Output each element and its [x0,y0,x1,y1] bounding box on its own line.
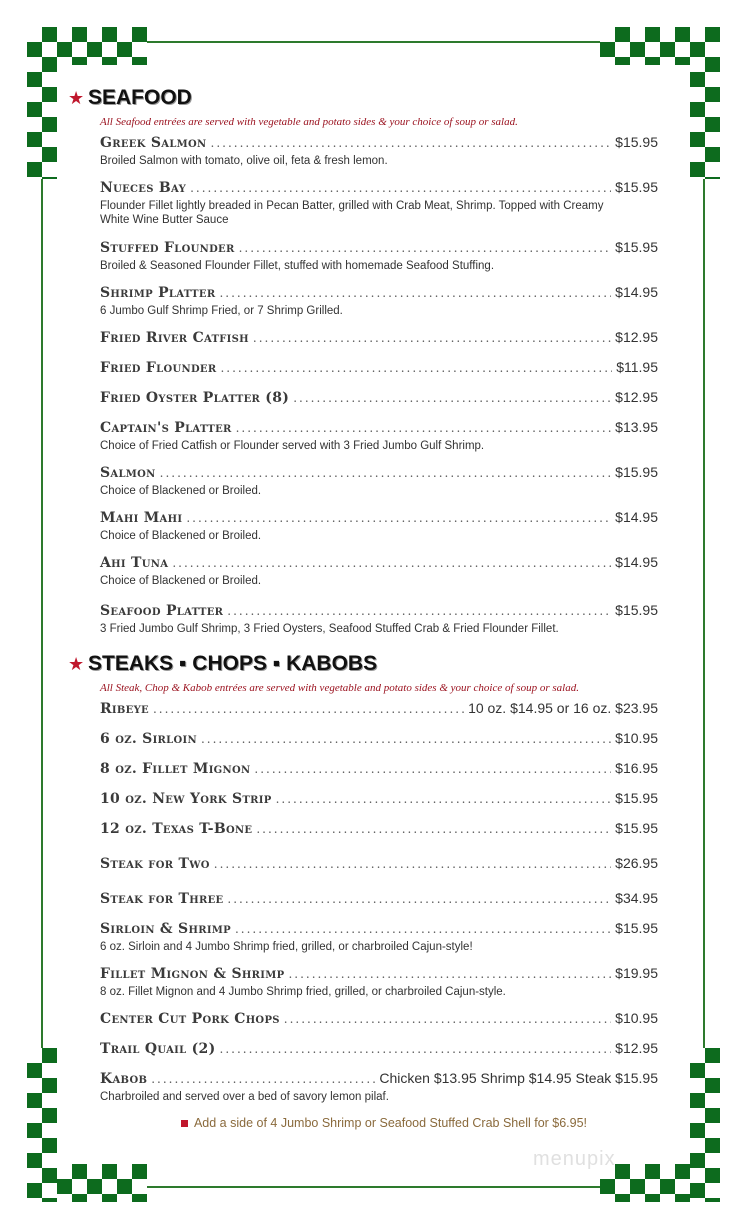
star-icon: ★ [68,653,85,675]
leader-dots [153,702,464,716]
item-description: Choice of Blackened or Broiled. [100,530,262,542]
item-description: 6 Jumbo Gulf Shrimp Fried, or 7 Shrimp Grilled. [100,305,343,317]
item-price: $14.95 [615,284,658,300]
leader-dots [220,1042,612,1056]
leader-dots [227,892,611,906]
item-price: $12.95 [615,1040,658,1056]
menu-item [100,790,658,820]
menu-item [100,700,658,730]
leader-dots [256,822,611,836]
leader-dots [276,792,612,806]
leader-dots [284,1012,611,1026]
item-name: Fried River Catfish [100,330,249,346]
item-price: $15.95 [615,179,658,195]
item-name: Captain's Platter [100,420,232,436]
item-name: Salmon [100,465,156,481]
item-name: Stuffed Flounder [100,240,235,256]
menu-item [100,602,658,644]
item-price: $16.95 [615,760,658,776]
leader-dots [293,391,611,405]
menu-item [100,890,658,920]
item-description: Flounder Fillet lightly breaded in Pecan Batter, grilled with Crab Meat, Shrimp. Topped with Creamy White Wine Butter Sauce [100,200,604,226]
section-header [68,650,660,678]
menu-item [100,554,658,602]
item-description: Choice of Blackened or Broiled. [100,485,262,497]
item-name: Steak for Three [100,891,224,907]
item-description: Choice of Fried Catfish or Flounder served with 3 Fried Jumbo Gulf Shrimp. [100,440,485,452]
menu-item [100,820,658,855]
checker-corner-bottom-right-side [690,1048,720,1202]
item-name: Greek Salmon [100,135,207,151]
item-description: 3 Fried Jumbo Gulf Shrimp, 3 Fried Oysters, Seafood Stuffed Crab & Fried Flounder Fillet. [100,623,559,635]
item-price: $12.95 [615,329,658,345]
menu-item [100,239,658,284]
menu-item [100,1070,658,1106]
item-price: $15.95 [615,790,658,806]
leader-dots [227,604,611,618]
addon-note [68,1116,660,1130]
leader-dots [235,922,611,936]
item-description: Choice of Blackened or Broiled. [100,575,262,587]
item-name: Trail Quail (2) [100,1041,216,1057]
menu-item [100,920,658,965]
item-price: $34.95 [615,890,658,906]
menu-item [100,1040,658,1070]
item-price: $15.95 [615,820,658,836]
section-note: All Steak, Chop & Kabob entrées are served with vegetable and potato sides & your choice of soup or salad. [100,682,579,694]
menu-item [100,730,658,760]
item-description: Broiled Salmon with tomato, olive oil, feta & fresh lemon. [100,155,388,167]
item-price: $11.95 [616,359,658,375]
section-seafood [68,84,660,644]
menu-item [100,1010,658,1040]
menu-content [68,84,660,1130]
section-steaks-chops-kabobs [68,650,660,1130]
leader-dots [254,762,611,776]
star-icon: ★ [68,87,85,109]
addon-text: Add a side of 4 Jumbo Shrimp or Seafood Stuffed Crab Shell for $6.95! [193,1116,588,1130]
menu-item [100,179,658,239]
menu-item [100,965,658,1010]
item-price: Chicken $13.95 Shrimp $14.95 Steak $15.95 [379,1070,658,1086]
item-description: Charbroiled and served over a bed of savory lemon pilaf. [100,1091,389,1103]
menu-item [100,329,658,359]
leader-dots [288,967,611,981]
item-name: Fillet Mignon & Shrimp [100,966,285,982]
item-name: Kabob [100,1071,148,1087]
item-description: 6 oz. Sirloin and 4 Jumbo Shrimp fried, grilled, or charbroiled Cajun-style! [100,941,473,953]
menu-item [100,509,658,554]
leader-dots [253,331,611,345]
leader-dots [211,136,612,150]
menu-item [100,284,658,329]
leader-dots [239,241,612,255]
item-price: $15.95 [615,239,658,255]
item-name: Ahi Tuna [100,555,169,571]
item-price: $15.95 [615,920,658,936]
item-price: $13.95 [615,419,658,435]
item-name: Fried Oyster Platter (8) [100,390,290,406]
item-name: Nueces Bay [100,180,187,196]
item-name: 10 oz. New York Strip [100,791,272,807]
section-title: SEAFOOD [88,86,192,109]
section-header [68,84,660,112]
item-price: $15.95 [615,134,658,150]
item-price: $26.95 [615,855,658,871]
item-price: $15.95 [615,602,658,618]
leader-dots [220,361,612,375]
item-name: 12 oz. Texas T-Bone [100,821,253,837]
menu-item [100,760,658,790]
checker-corner-top-right-side [690,27,720,179]
item-name: Center Cut Pork Chops [100,1011,280,1027]
menu-item [100,419,658,464]
item-name: Ribeye [100,701,149,717]
leader-dots [172,556,611,570]
menu-item [100,389,658,419]
item-price: $15.95 [615,464,658,480]
item-name: Sirloin & Shrimp [100,921,231,937]
leader-dots [236,421,612,435]
item-name: Steak for Two [100,856,210,872]
item-name: Seafood Platter [100,603,224,619]
leader-dots [201,732,611,746]
red-square-icon [181,1120,188,1127]
menu-item [100,134,658,179]
leader-dots [219,286,611,300]
item-price: 10 oz. $14.95 or 16 oz. $23.95 [468,700,658,716]
leader-dots [160,466,612,480]
section-title: STEAKS ▪ CHOPS ▪ KABOBS [88,652,378,675]
item-price: $19.95 [615,965,658,981]
item-name: Mahi Mahi [100,510,183,526]
item-description: Broiled & Seasoned Flounder Fillet, stuffed with homemade Seafood Stuffing. [100,260,495,272]
menu-item [100,464,658,509]
item-price: $12.95 [615,389,658,405]
leader-dots [151,1072,375,1086]
item-price: $14.95 [615,509,658,525]
item-name: Fried Flounder [100,360,217,376]
item-price: $10.95 [615,730,658,746]
checker-corner-bottom-left-side [27,1048,57,1202]
item-name: 6 oz. Sirloin [100,731,197,747]
menu-item [100,359,658,389]
menu-item [100,855,658,890]
leader-dots [214,857,611,871]
leader-dots [186,511,611,525]
item-price: $14.95 [615,554,658,570]
item-name: Shrimp Platter [100,285,216,301]
watermark-logo: menupix [533,1148,616,1170]
checker-corner-top-left-side [27,27,57,179]
section-note: All Seafood entrées are served with vegetable and potato sides & your choice of soup or salad. [100,116,518,128]
item-price: $10.95 [615,1010,658,1026]
item-description: 8 oz. Fillet Mignon and 4 Jumbo Shrimp fried, grilled, or charbroiled Cajun-style. [100,986,506,998]
leader-dots [190,181,611,195]
item-name: 8 oz. Fillet Mignon [100,761,251,777]
